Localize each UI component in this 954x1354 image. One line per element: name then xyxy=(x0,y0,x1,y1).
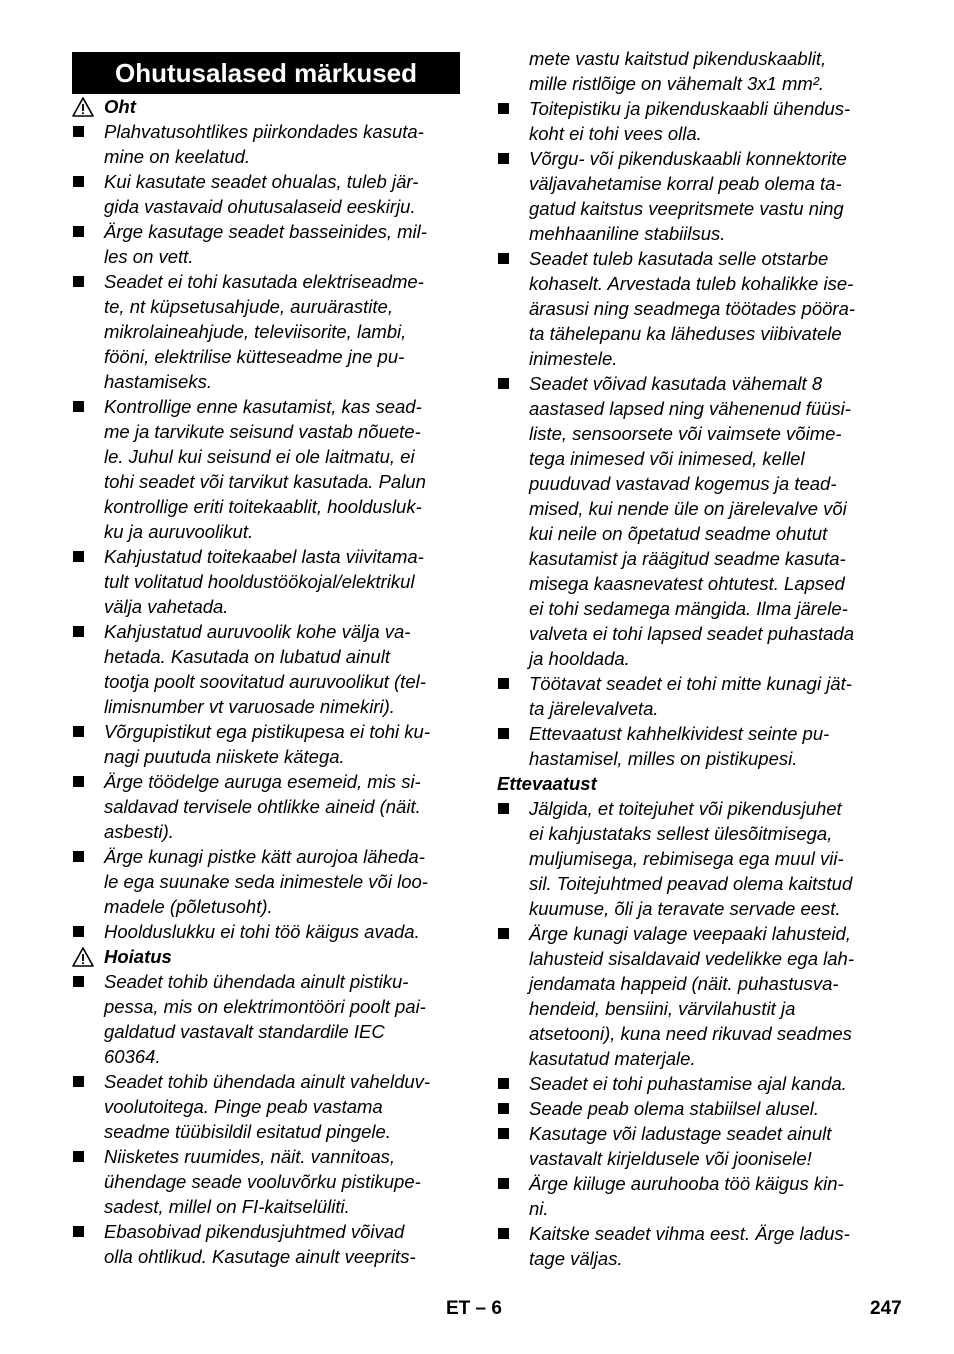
square-bullet-icon xyxy=(498,378,509,389)
square-bullet-icon xyxy=(498,1103,509,1114)
text-line: Kasutage või ladustage seadet ainult xyxy=(529,1123,832,1144)
text-line: ühendage seade vooluvõrku pistikupe- xyxy=(104,1171,421,1192)
text-line: pessa, mis on elektrimontööri poolt pai- xyxy=(104,996,426,1017)
list-item xyxy=(72,1069,460,1144)
text-line: mille ristlõige on vähemalt 3x1 mm². xyxy=(529,73,825,94)
square-bullet-icon xyxy=(498,803,509,814)
text-line: kuumuse, õli ja teravate servade eest. xyxy=(529,898,841,919)
list-item xyxy=(497,246,889,371)
list-item xyxy=(497,96,889,146)
text-line: ta järelevalveta. xyxy=(529,698,659,719)
danger-heading-row xyxy=(72,94,460,119)
text-line: 60364. xyxy=(104,1046,161,1067)
text-line: saldavad tervisele ohtlikke aineid (näit. xyxy=(104,796,421,817)
warning-heading: Hoiatus xyxy=(104,946,172,967)
text-line: sadest, millel on FI-kaitselüliti. xyxy=(104,1196,350,1217)
text-line: ni. xyxy=(529,1198,549,1219)
text-line: olla ohtlikud. Kasutage ainult veeprits- xyxy=(104,1246,416,1267)
text-line: ku ja auruvoolikut. xyxy=(104,521,254,542)
text-line: Ettevaatust kahhelkividest seinte pu- xyxy=(529,723,830,744)
list-item xyxy=(72,119,460,169)
square-bullet-icon xyxy=(73,851,84,862)
text-line: voolutoitega. Pinge peab vastama xyxy=(104,1096,383,1117)
text-line: ei kahjustataks sellest ülesõitmisega, xyxy=(529,823,833,844)
square-bullet-icon xyxy=(498,678,509,689)
square-bullet-icon xyxy=(498,1078,509,1089)
text-line: Seadet tohib ühendada ainult vahelduv- xyxy=(104,1071,431,1092)
text-line: Seade peab olema stabiilsel alusel. xyxy=(529,1098,820,1119)
list-item xyxy=(72,969,460,1069)
list-item xyxy=(497,671,889,721)
text-line: muljumisega, rebimisega ega muul vii- xyxy=(529,848,844,869)
text-line: Kui kasutate seadet ohualas, tuleb jär- xyxy=(104,171,419,192)
text-line: väljavahetamise korral peab olema ta- xyxy=(529,173,842,194)
text-line: hendeid, bensiini, värvilahustit ja xyxy=(529,998,796,1019)
text-line: kui neile on õpetatud seadme ohutut xyxy=(529,523,828,544)
list-item xyxy=(497,1171,889,1221)
text-line: asbesti). xyxy=(104,821,174,842)
text-line: tega inimesed või inimesed, kellel xyxy=(529,448,805,469)
text-line: mikrolaineahjude, televiisorite, lambi, xyxy=(104,321,407,342)
text-line: ja hooldada. xyxy=(529,648,630,669)
warning-list-continued xyxy=(497,96,889,771)
text-line: lahusteid sisaldavaid vedelikke ega lah- xyxy=(529,948,854,969)
list-item xyxy=(72,394,460,544)
square-bullet-icon xyxy=(498,1228,509,1239)
text-line: Seadet võivad kasutada vähemalt 8 xyxy=(529,373,823,394)
text-line: hastamiseks. xyxy=(104,371,212,392)
text-line: Hoolduslukku ei tohi töö käigus avada. xyxy=(104,921,420,942)
text-line: mine on keelatud. xyxy=(104,146,251,167)
text-line: Seadet tohib ühendada ainult pistiku- xyxy=(104,971,409,992)
text-line: kohaselt. Arvestada tuleb kohalikke ise- xyxy=(529,273,854,294)
text-line: limisnumber vt varuosade nimekiri). xyxy=(104,696,395,717)
square-bullet-icon xyxy=(73,1151,84,1162)
square-bullet-icon xyxy=(73,176,84,187)
text-line: Seadet ei tohi puhastamise ajal kanda. xyxy=(529,1073,847,1094)
text-line: Ebasobivad pikendusjuhtmed võivad xyxy=(104,1221,405,1242)
text-line: Ärge kiiluge auruhooba töö käigus kin- xyxy=(529,1173,844,1194)
text-line: Plahvatusohtlikes piirkondades kasuta- xyxy=(104,121,424,142)
square-bullet-icon xyxy=(73,726,84,737)
left-column xyxy=(72,46,460,1269)
text-line: tage väljas. xyxy=(529,1248,623,1269)
text-line: madele (põletusoht). xyxy=(104,896,273,917)
danger-list xyxy=(72,119,460,944)
list-item xyxy=(497,921,889,1071)
text-line: kasutatud materjale. xyxy=(529,1048,696,1069)
continued-text xyxy=(497,46,889,96)
text-line: Kontrollige enne kasutamist, kas sead- xyxy=(104,396,422,417)
square-bullet-icon xyxy=(498,1128,509,1139)
square-bullet-icon xyxy=(73,226,84,237)
text-line: puuduvad vastavad kogemus ja tead- xyxy=(529,473,837,494)
text-line: le. Juhul kui seisund ei ole laitmatu, ei xyxy=(104,446,415,467)
text-line: Ärge kunagi pistke kätt aurojoa läheda- xyxy=(104,846,425,867)
text-line: les on vett. xyxy=(104,246,194,267)
text-line: Seadet ei tohi kasutada elektriseadme- xyxy=(104,271,424,292)
list-item xyxy=(497,1121,889,1171)
text-line: kasutamist ja räägitud seadme kasuta- xyxy=(529,548,846,569)
list-item xyxy=(497,1221,889,1271)
text-line: misega kaasnevatest ohtutest. Lapsed xyxy=(529,573,845,594)
caution-heading xyxy=(497,771,889,796)
square-bullet-icon xyxy=(73,776,84,787)
danger-heading: Oht xyxy=(104,96,136,117)
text-line: mehhaaniline stabiilsus. xyxy=(529,223,726,244)
text-line: Ärge töödelge auruga esemeid, mis si- xyxy=(104,771,421,792)
square-bullet-icon xyxy=(498,1178,509,1189)
text-line: Võrgupistikut ega pistikupesa ei tohi ku- xyxy=(104,721,430,742)
text-line: nagi puutuda niiskete kätega. xyxy=(104,746,345,767)
list-item xyxy=(72,919,460,944)
text-line: hastamisel, milles on pistikupesi. xyxy=(529,748,798,769)
text-line: le ega suunake seda inimestele või loo- xyxy=(104,871,428,892)
list-item xyxy=(72,544,460,619)
text-line: Jälgida, et toitejuhet või pikendusjuhet xyxy=(529,798,842,819)
page-number: 247 xyxy=(870,1298,902,1319)
list-item xyxy=(497,371,889,671)
square-bullet-icon xyxy=(498,103,509,114)
text-line: inimestele. xyxy=(529,348,618,369)
text-line: koht ei tohi vees olla. xyxy=(529,123,702,144)
text-line: ärasusi ning seadmega töötades pööra- xyxy=(529,298,856,319)
list-item xyxy=(72,169,460,219)
right-column xyxy=(497,46,889,1271)
text-line: mised, kui nende üle on järelevalve või xyxy=(529,498,847,519)
square-bullet-icon xyxy=(73,1076,84,1087)
text-line: tult volitatud hooldustöökojal/elektrikul xyxy=(104,571,415,592)
list-item xyxy=(497,721,889,771)
warning-triangle-icon xyxy=(72,96,94,118)
text-line: kontrollige eriti toitekaablit, hooldusluk- xyxy=(104,496,422,517)
list-item xyxy=(497,1071,889,1096)
text-line: te, nt küpsetusahjude, auruärastite, xyxy=(104,296,393,317)
text-line: Võrgu- või pikenduskaabli konnektorite xyxy=(529,148,847,169)
list-item xyxy=(72,844,460,919)
text-line: ta tähelepanu ka läheduses viibivatele xyxy=(529,323,842,344)
text-line: tohi seadet või tarvikut kasutada. Palun xyxy=(104,471,426,492)
text-line: Niisketes ruumides, näit. vannitoas, xyxy=(104,1146,395,1167)
square-bullet-icon xyxy=(498,928,509,939)
square-bullet-icon xyxy=(498,728,509,739)
text-line: ei tohi sedamega mängida. Ilma järele- xyxy=(529,598,848,619)
list-item xyxy=(72,219,460,269)
text-line: vastavalt kirjeldusele või joonisele! xyxy=(529,1148,812,1169)
text-line: gida vastavaid ohutusalaseid eeskirju. xyxy=(104,196,416,217)
list-item xyxy=(497,796,889,921)
text-line: Kaitske seadet vihma eest. Ärge ladus- xyxy=(529,1223,850,1244)
text-line: Toitepistiku ja pikenduskaabli ühendus- xyxy=(529,98,851,119)
text-line: valveta ei tohi lapsed seadet puhastada xyxy=(529,623,855,644)
list-item xyxy=(72,1219,460,1269)
text-line: Seadet tuleb kasutada selle otstarbe xyxy=(529,248,829,269)
square-bullet-icon xyxy=(73,126,84,137)
text-line: mete vastu kaitstud pikenduskaablit, xyxy=(529,48,827,69)
text-line: hetada. Kasutada on lubatud ainult xyxy=(104,646,390,667)
caution-list xyxy=(497,796,889,1271)
text-line: Kahjustatud auruvoolik kohe välja va- xyxy=(104,621,411,642)
text-line: seadme tüübisildil esitatud pingele. xyxy=(104,1121,391,1142)
square-bullet-icon xyxy=(498,253,509,264)
text-line: gatud kaitstus veepritsmete vastu ning xyxy=(529,198,844,219)
list-item xyxy=(72,719,460,769)
list-item xyxy=(72,769,460,844)
text-line: aastased lapsed ning vähenenud füüsi- xyxy=(529,398,851,419)
list-item xyxy=(497,146,889,246)
text-line: Ärge kasutage seadet basseinides, mil- xyxy=(104,221,427,242)
list-item xyxy=(72,1144,460,1219)
text-line: fööni, elektrilise kütteseadme jne pu- xyxy=(104,346,405,367)
square-bullet-icon xyxy=(73,626,84,637)
text-line: atsetooni), kuna need rikuvad seadmes xyxy=(529,1023,852,1044)
list-item xyxy=(497,1096,889,1121)
text-line: galdatud vastavalt standardile IEC xyxy=(104,1021,385,1042)
square-bullet-icon xyxy=(73,276,84,287)
text-line: Ärge kunagi valage veepaaki lahusteid, xyxy=(529,923,851,944)
list-item xyxy=(72,619,460,719)
warning-list xyxy=(72,969,460,1269)
text-line: Töötavat seadet ei tohi mitte kunagi jät- xyxy=(529,673,852,694)
caution-heading-text: Ettevaatust xyxy=(497,773,597,794)
square-bullet-icon xyxy=(73,401,84,412)
page-title: Ohutusalased märkused xyxy=(72,52,460,94)
text-line: välja vahetada. xyxy=(104,596,229,617)
text-line: tootja poolt soovitatud auruvoolikut (tel- xyxy=(104,671,426,692)
square-bullet-icon xyxy=(498,153,509,164)
text-line: Kahjustatud toitekaabel lasta viivitama- xyxy=(104,546,424,567)
text-line: sil. Toitejuhtmed peavad olema kaitstud xyxy=(529,873,853,894)
text-line: liste, sensoorsete või vaimsete võime- xyxy=(529,423,842,444)
list-item xyxy=(72,269,460,394)
square-bullet-icon xyxy=(73,551,84,562)
square-bullet-icon xyxy=(73,1226,84,1237)
text-line: me ja tarvikute seisund vastab nõuete- xyxy=(104,421,421,442)
footer-section-label: ET – 6 xyxy=(446,1298,502,1319)
text-line: jendamata happeid (näit. puhastusva- xyxy=(529,973,839,994)
square-bullet-icon xyxy=(73,976,84,987)
warning-heading-row xyxy=(72,944,460,969)
warning-triangle-icon xyxy=(72,946,94,968)
square-bullet-icon xyxy=(73,926,84,937)
